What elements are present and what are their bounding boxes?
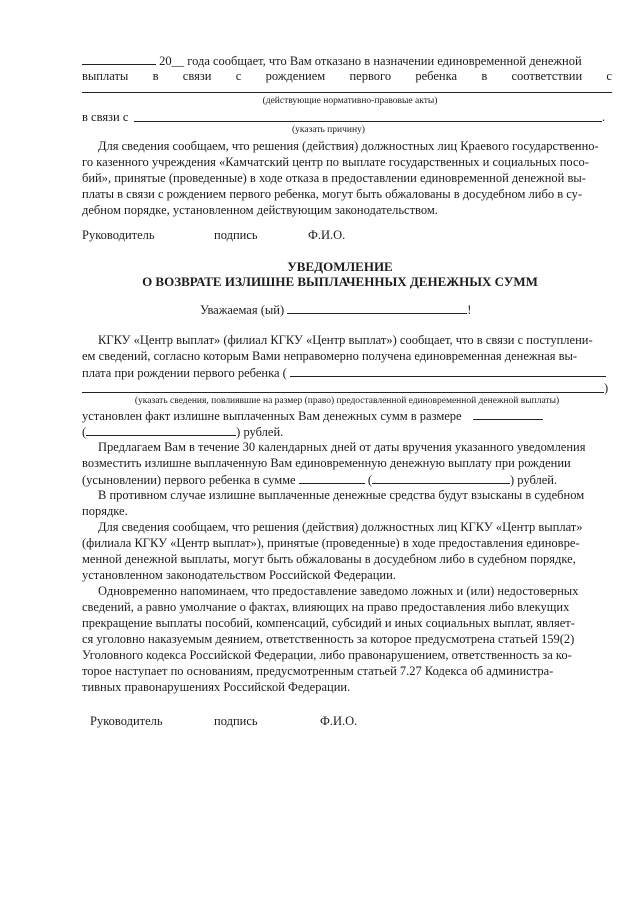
open-paren: ( — [367, 473, 372, 487]
notice1-appeal-line: Для сведения сообщаем, что решения (действия) должностных лиц Краевого государственно- — [98, 139, 599, 153]
notice1-line1 — [82, 53, 612, 69]
amount-words-blank — [86, 424, 236, 436]
reason-line — [82, 110, 612, 125]
signature-sign-label: подпись — [214, 228, 258, 242]
offer-line: Предлагаем Вам в течение 30 календарных дней от даты вручения указанного уведомления — [98, 440, 586, 454]
close-paren: ) — [604, 381, 609, 395]
amount-blank — [473, 408, 543, 420]
notice2-title-1: УВЕДОМЛЕНИЕ — [287, 259, 393, 274]
otherwise-line: порядке. — [82, 504, 128, 518]
fact-amount-line — [82, 424, 612, 440]
notice1-appeal-line: го казенного учреждения «Камчатский центр по выплате государственных и социальных посо- — [82, 155, 589, 169]
greeting-label: Уважаемая (ый) — [200, 303, 285, 317]
otherwise-line: В противном случае излишне выплаченные денежные средства будут взысканы в судебном — [98, 488, 585, 502]
appeal-line: установленном законодательством Российской Федерации. — [82, 568, 396, 582]
caption-info: (указать сведения, повлиявшие на размер (право) предоставленной единовременной денежной выплаты) — [134, 396, 560, 406]
remind-line: торое наступает по основаниям, предусмотренным статьей 7.27 Кодекса об администра- — [82, 664, 554, 678]
intro-line-text: плата при рождении первого ребенка ( — [82, 366, 287, 380]
intro-line: КГКУ «Центр выплат» (филиал КГКУ «Центр выплат») сообщает, что в связи с поступлени- — [98, 333, 593, 347]
remind-line: Одновременно напоминаем, что предоставление заведомо ложных и (или) недостоверных — [98, 584, 579, 598]
sum-blank — [299, 472, 365, 484]
intro-line: ем сведений, согласно которым Вами неправомерно получена единовременная денежная вы- — [82, 349, 578, 363]
notice1-appeal-line: дебном порядке, установленном действующим законодательством. — [82, 203, 438, 217]
notice2-title-2: О ВОЗВРАТЕ ИЗЛИШНЕ ВЫПЛАЧЕННЫХ ДЕНЕЖНЫХ СУММ — [142, 274, 538, 289]
notice1-appeal-line: платы в связи с рождением первого ребенка, могут быть обжалованы в досудебном либо в су- — [82, 187, 583, 201]
appeal-line: менной денежной выплаты, могут быть обжалованы в досудебном либо в судебном порядке, — [82, 552, 576, 566]
reason-period: . — [602, 110, 606, 124]
notice1-appeal-line: бий», принятые (проведенные) в ходе отказа в предоставлении единовременной денежной вы- — [82, 171, 586, 185]
greeting-exclamation: ! — [467, 303, 472, 317]
rubles-label: ) рублей. — [236, 425, 284, 439]
remind-line: прекращение выплаты пособий, компенсаций, субсидий и иных социальных выплат, являет- — [82, 616, 575, 630]
caption-reason: (указать причину) — [292, 125, 365, 135]
notice1-line1-text: года сообщает, что Вам отказано в назначении единовременной денежной — [187, 54, 582, 68]
word: с — [235, 69, 242, 83]
appeal-line: (филиала КГКУ «Центр выплат»), принятые (проведенные) в ходе предоставления единовре- — [82, 536, 580, 550]
acts-blank-line — [82, 92, 612, 93]
word: с — [606, 69, 612, 83]
date-blank — [82, 53, 156, 65]
greeting-line — [200, 302, 500, 318]
remind-line: тивных правонарушениях Российской Федерации. — [82, 680, 351, 694]
appeal-line: Для сведения сообщаем, что решения (действия) должностных лиц КГКУ «Центр выплат» — [98, 520, 583, 534]
in-connection-label: в связи с — [82, 110, 129, 124]
word: в — [152, 69, 159, 83]
offer-line-text: (усыновлении) первого ребенка в сумме — [82, 473, 296, 487]
fact-text: установлен факт излишне выплаченных Вам денежных сумм в размере — [82, 409, 462, 423]
remind-line: ся уголовно наказуемым деянием, ответственность за которое предусмотрена статьей 159(2) — [82, 632, 575, 646]
sum-words-blank — [372, 472, 510, 484]
intro-line — [82, 365, 612, 381]
word: в — [481, 69, 488, 83]
signature-name-label: Ф.И.О. — [308, 228, 346, 242]
year-field: 20__ — [159, 54, 185, 68]
word: ребенка — [415, 69, 458, 83]
signature-name-label: Ф.И.О. — [320, 714, 358, 728]
info-blank-line-2 — [82, 392, 604, 393]
name-blank — [287, 302, 467, 314]
signature-head-label: Руководитель — [82, 228, 155, 242]
open-paren: ( — [82, 425, 87, 439]
word: рождением — [265, 69, 326, 83]
offer-line: возместить излишне выплаченную Вам единовременную денежную выплату при рождении — [82, 456, 571, 470]
notice1-line2 — [82, 69, 612, 84]
remind-line: сведений, а равно умолчание о фактах, влияющих на право предоставления либо влекущих — [82, 600, 570, 614]
word: первого — [349, 69, 392, 83]
fact-line — [82, 408, 612, 424]
info-blank — [290, 365, 606, 377]
signature-sign-label: подпись — [214, 714, 258, 728]
reason-blank-line — [134, 121, 602, 122]
caption-acts: (действующие нормативно-правовые акты) — [262, 96, 438, 106]
offer-line — [82, 472, 612, 488]
word: связи — [182, 69, 212, 83]
word: соответствии — [511, 69, 583, 83]
remind-line: Уголовного кодекса Российской Федерации, либо правонарушением, ответственность за ко- — [82, 648, 572, 662]
signature-head-label: Руководитель — [90, 714, 163, 728]
rubles-label: ) рублей. — [510, 473, 558, 487]
word: выплаты — [82, 69, 129, 83]
